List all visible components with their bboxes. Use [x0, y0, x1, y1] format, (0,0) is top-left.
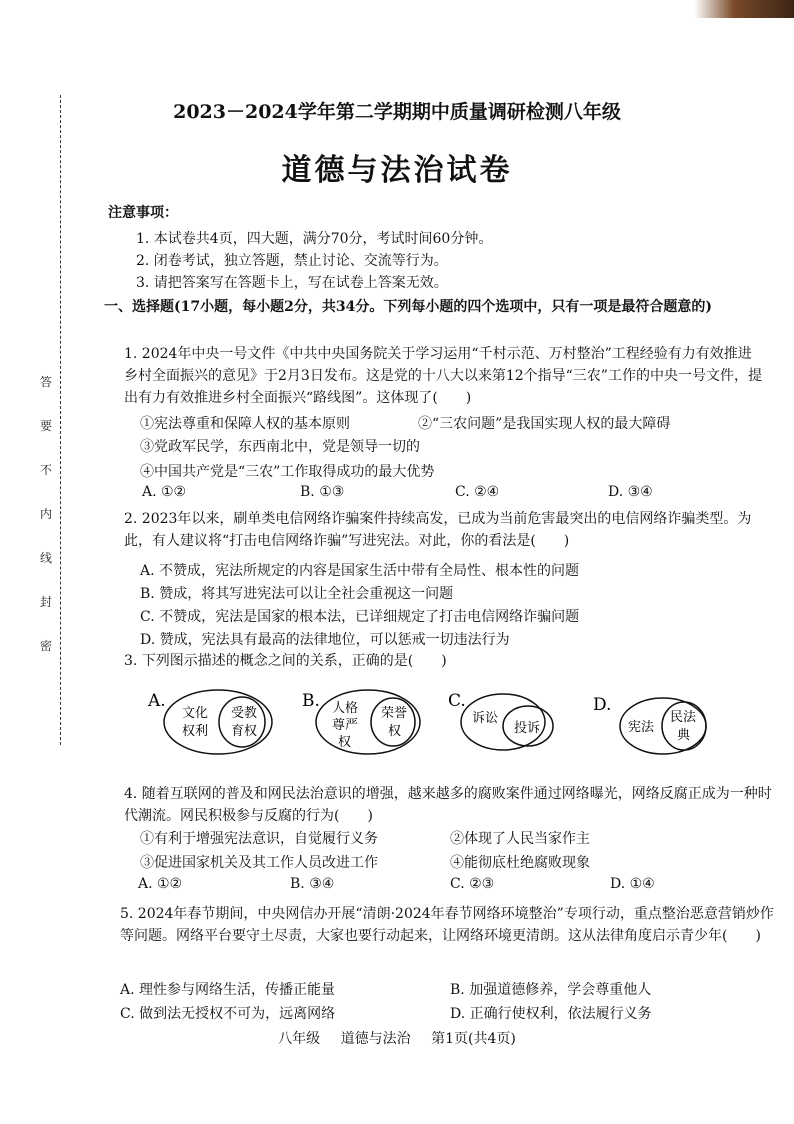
notice-item: 2. 闭卷考试，独立答题，禁止讨论、交流等行为。	[136, 253, 448, 269]
question-1-stem: 1. 2024年中央一号文件《中共中央国务院关于学习运用“千村示范、万村整治”工程经验有力有效推进乡村全面振兴的意见》于2月3日发布。这是党的十八大以来第12个指导“三农”工作的中央一号文件，提出有力有效推进乡村全面振兴“路线图”。这体现了( )	[124, 346, 762, 406]
question-3-stem: 3. 下列图示描述的概念之间的关系，正确的是( )	[124, 653, 447, 669]
q1-option-c[interactable]: C. ②④	[455, 484, 500, 500]
page-footer	[0, 1028, 794, 1048]
q1-statement: ④中国共产党是“三农”工作取得成功的最大优势	[140, 464, 435, 480]
q1-option-b[interactable]: B. ①③	[300, 484, 345, 500]
q3-diagram-c[interactable]	[448, 691, 553, 750]
inner-label: 典	[677, 728, 691, 743]
q1-statement: ①宪法尊重和保障人权的基本原则	[140, 416, 350, 432]
footer-subject: 道德与法治	[340, 1031, 411, 1047]
binding-line	[60, 95, 61, 745]
notice-title: 注意事项：	[108, 205, 178, 221]
q3-diagram-d[interactable]	[593, 695, 706, 754]
q3-diagrams	[0, 682, 794, 772]
inner-label: 权	[388, 724, 402, 739]
binding-char: 内	[39, 507, 52, 521]
q4-statement: ③促进国家机关及其工作人员改进工作	[140, 855, 378, 871]
exam-title: 道德与法治试卷	[281, 153, 513, 188]
inner-label: 受教	[231, 706, 258, 721]
binding-notice	[36, 360, 56, 668]
q1-statement: ②“三农问题”是我国实现人权的最大障碍	[418, 416, 671, 432]
outer-label: 宪法	[628, 720, 655, 735]
outer-label: 权	[338, 735, 352, 750]
scan-corner-decoration	[694, 0, 794, 18]
binding-char: 要	[39, 419, 52, 433]
q4-statement: ②体现了人民当家作主	[450, 831, 590, 847]
inner-label: 民法	[670, 710, 697, 725]
q2-option-c[interactable]: C. 不赞成，宪法是国家的根本法，已详细规定了打击电信网络诈骗问题	[140, 609, 580, 625]
section-heading: 一、选择题(17小题，每小题2分，共34分。下列每小题的四个选项中，只有一项是最符合题意的)	[104, 299, 712, 315]
outer-ellipse	[164, 690, 272, 754]
inner-label: 育权	[231, 724, 258, 739]
q4-option-b[interactable]: B. ③④	[290, 876, 335, 892]
question-5-stem: 5. 2024年春节期间，中央网信办开展“清朗·2024年春节网络环境整治”专项行动，重点整治恶意营销炒作等问题。网络平台要守土尽责，大家也要行动起来，让网络环境更清朗。这从法律角度启示青少年( )	[120, 906, 774, 944]
q4-statement: ④能彻底杜绝腐败现象	[450, 855, 590, 871]
q3-diagram-b[interactable]	[302, 690, 420, 754]
inner-label: 荣誉	[381, 706, 408, 721]
q3-diagram-a[interactable]	[147, 690, 272, 754]
question-4-stem: 4. 随着互联网的普及和网民法治意识的增强，越来越多的腐败案件通过网络曝光，网络反腐正成为一种时代潮流。网民积极参与反腐的行为( )	[124, 786, 772, 824]
q5-option-c[interactable]: C. 做到法无授权不可为，远离网络	[120, 1006, 336, 1022]
q2-option-a[interactable]: A. 不赞成，宪法所规定的内容是国家生活中带有全局性、根本性的问题	[140, 563, 580, 579]
q4-option-c[interactable]: C. ②③	[450, 876, 495, 892]
diagram-letter: A.	[148, 691, 166, 711]
footer-page-number: 第1页(共4页)	[431, 1031, 516, 1047]
q2-option-d[interactable]: D. 赞成，宪法具有最高的法律地位，可以惩戒一切违法行为	[140, 632, 510, 648]
diagram-letter: C.	[448, 691, 466, 711]
binding-char: 密	[39, 639, 52, 653]
inner-label: 投诉	[514, 721, 541, 736]
q1-option-a[interactable]: A. ①②	[142, 484, 187, 500]
footer-grade: 八年级	[278, 1031, 321, 1047]
exam-header: 2023－2024学年第二学期期中质量调研检测八年级	[173, 101, 621, 123]
outer-label: 人格	[332, 701, 359, 716]
diagram-letter: B.	[302, 691, 320, 711]
q4-option-a[interactable]: A. ①②	[138, 876, 183, 892]
question-2-stem: 2. 2023年以来，刷单类电信网络诈骗案件持续高发，已成为当前危害最突出的电信网络诈骗类型。为此，有人建议将“打击电信网络诈骗”写进宪法。对此，你的看法是( )	[124, 511, 752, 549]
q1-option-d[interactable]: D. ③④	[608, 484, 653, 500]
outer-label: 诉讼	[472, 711, 499, 726]
binding-char: 不	[39, 463, 52, 477]
q4-statement: ①有利于增强宪法意识，自觉履行义务	[140, 831, 378, 847]
q5-option-a[interactable]: A. 理性参与网络生活，传播正能量	[120, 982, 336, 998]
notice-item: 3. 请把答案写在答题卡上，写在试卷上答案无效。	[136, 275, 448, 291]
q5-option-d[interactable]: D. 正确行使权利，依法履行义务	[450, 1006, 652, 1022]
outer-label: 尊严	[332, 718, 359, 733]
binding-char: 线	[39, 551, 52, 565]
q5-option-b[interactable]: B. 加强道德修养，学会尊重他人	[450, 982, 652, 998]
q2-option-b[interactable]: B. 赞成，将其写进宪法可以让全社会重视这一问题	[140, 586, 454, 602]
diagram-letter: D.	[593, 695, 612, 715]
binding-char: 封	[39, 595, 52, 609]
inner-ellipse	[219, 697, 265, 747]
binding-char: 答	[39, 375, 52, 389]
notice-item: 1. 本试卷共4页，四大题，满分70分，考试时间60分钟。	[136, 231, 493, 247]
outer-label: 权利	[182, 724, 209, 739]
q1-statement: ③党政军民学，东西南北中，党是领导一切的	[140, 439, 420, 455]
outer-label: 文化	[182, 706, 209, 721]
q4-option-d[interactable]: D. ①④	[610, 876, 655, 892]
